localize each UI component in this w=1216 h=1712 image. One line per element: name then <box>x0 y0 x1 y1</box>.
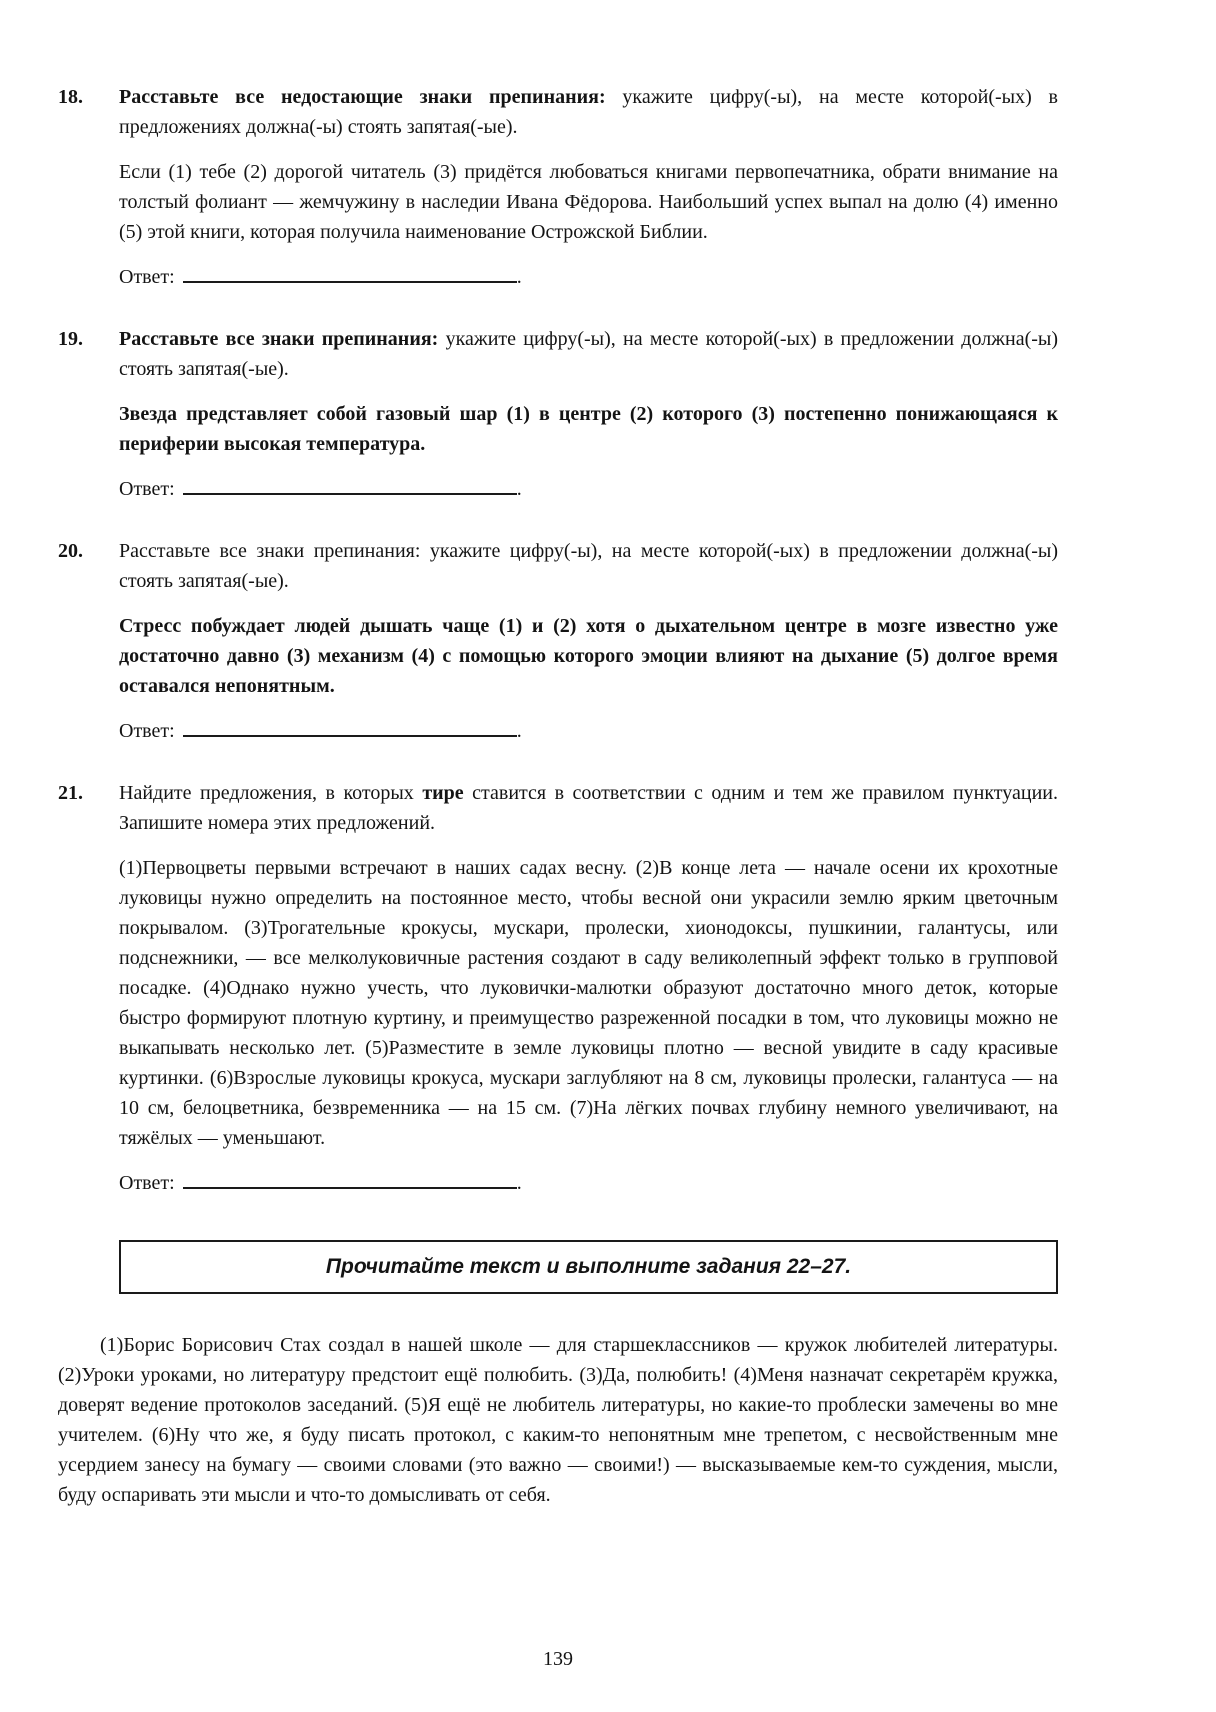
answer-label: Ответ: <box>119 720 175 742</box>
answer-label: Ответ: <box>119 266 175 288</box>
task-body: Если (1) тебе (2) дорогой читатель (3) придётся любоваться книгами первопечатника, обрати внимание на толстый фолиант — жемчужину в наследии Ивана Фёдорова. Наибольший успех выпал на долю (4) именно (5) этой книги, которая получила наименование Острожской Библии. <box>119 161 1058 243</box>
task-18 <box>58 82 1058 292</box>
instruction-text-bold: Расставьте все недостающие знаки препинания: <box>119 86 606 108</box>
instruction-text-post: укажите цифру(-ы), на месте которой(-ых) в предложении должна(-ы) стоять запятая(-ые). <box>119 328 1058 380</box>
task-number: 18. <box>58 86 83 108</box>
task-content <box>119 324 1058 504</box>
task-body: (1)Первоцветы первыми встречают в наших садах весну. (2)В конце лета — начале осени их крохотные луковицы нужно определить на постоянное место, чтобы весной они украсили землю ярким цветочным покрывалом. (3)Трогательные крокусы, мускари, пролески, хионодоксы, пушкинии, галантусы, или подснежники, — все мелколуковичные растения создают в саду великолепный эффект только в групповой посадке. (4)Однако нужно учесть, что луковички-малютки образуют достаточно много деток, которые быстро формируют плотную куртину, и преимущество разреженной посадки в том, что луковицы можно не выкапывать несколько лет. (5)Разместите в земле луковицы плотно — весной увидите в саду красивые куртинки. (6)Взрослые луковицы крокуса, мускари заглубляют на 8 см, луковицы пролески, галантуса — на 10 см, белоцветника, безвременника — на 15 см. (7)На лёгких почвах глубину немного увеличивают, на тяжёлых — уменьшают. <box>119 857 1058 1149</box>
instruction-text-pre: Найдите предложения, в которых <box>119 782 423 804</box>
instruction-text-pre: Расставьте все знаки препинания: укажите цифру(-ы), на месте которой(-ых) в предложении должна(-ы) стоять запятая(-ые). <box>119 540 1058 592</box>
page-number: 139 <box>543 1648 573 1670</box>
reading-text: (1)Борис Борисович Стах создал в нашей школе — для старшеклассников — кружок любителей литературы. (2)Уроки уроками, но литературу предстоит ещё полюбить. (3)Да, полюбить! (4)Меня назначат секретарём кружка, доверят ведение протоколов заседаний. (5)Я ещё не любитель литературы, но какие-то проблески замечены во мне учителем. (6)Ну что же, я буду писать протокол, с каким-то непонятным мне трепетом, с несвойственным мне усердием занесу на бумагу — своими словами (это важно — своими!) — высказываемые кем-то суждения, мысли, буду оспаривать эти мысли и что-то домысливать от себя. <box>58 1333 1058 1506</box>
answer-period: . <box>516 478 522 500</box>
task-instruction <box>119 324 1058 384</box>
task-content <box>119 778 1058 1198</box>
task-body: Звезда представляет собой газовый шар (1) в центре (2) которого (3) постепенно понижающаяся к периферии высокая температура. <box>119 403 1058 455</box>
answer-blank <box>183 476 517 495</box>
task-instruction <box>119 536 1058 596</box>
task-content <box>119 82 1058 292</box>
answer-period: . <box>516 266 522 288</box>
answer-period: . <box>516 720 522 742</box>
answer-blank <box>183 1170 517 1189</box>
answer-line <box>119 716 1058 746</box>
answer-line <box>119 1168 1058 1198</box>
answer-line <box>119 262 1058 292</box>
task-number: 21. <box>58 782 83 804</box>
task-20 <box>58 536 1058 746</box>
task-19 <box>58 324 1058 504</box>
task-instruction <box>119 82 1058 142</box>
instruction-text-post: ставится в соответствии с одним и тем же правилом пунктуации. Запишите номера этих предложений. <box>119 782 1059 834</box>
instruction-text-post: укажите цифру(-ы), на месте которой(-ых) в предложениях должна(-ы) стоять запятая(-ые). <box>119 86 1058 138</box>
answer-blank <box>183 264 517 283</box>
task-number: 20. <box>58 540 83 562</box>
task-content <box>119 536 1058 746</box>
answer-label: Ответ: <box>119 1172 175 1194</box>
task-21 <box>58 778 1058 1198</box>
task-body: Стресс побуждает людей дышать чаще (1) и (2) хотя о дыхательном центре в мозге известно уже достаточно давно (3) механизм (4) с помощью которого эмоции влияют на дыхание (5) долгое время оставался непонятным. <box>119 615 1058 697</box>
reading-instruction-box <box>119 1240 1058 1294</box>
task-number: 19. <box>58 328 83 350</box>
answer-blank <box>183 718 517 737</box>
instruction-text-bold: тире <box>422 782 464 804</box>
answer-line <box>119 474 1058 504</box>
instruction-text-bold: Расставьте все знаки препинания: <box>119 328 439 350</box>
task-instruction <box>119 778 1058 838</box>
answer-period: . <box>516 1172 522 1194</box>
reading-instruction: Прочитайте текст и выполните задания 22–27. <box>325 1255 852 1278</box>
answer-label: Ответ: <box>119 478 175 500</box>
